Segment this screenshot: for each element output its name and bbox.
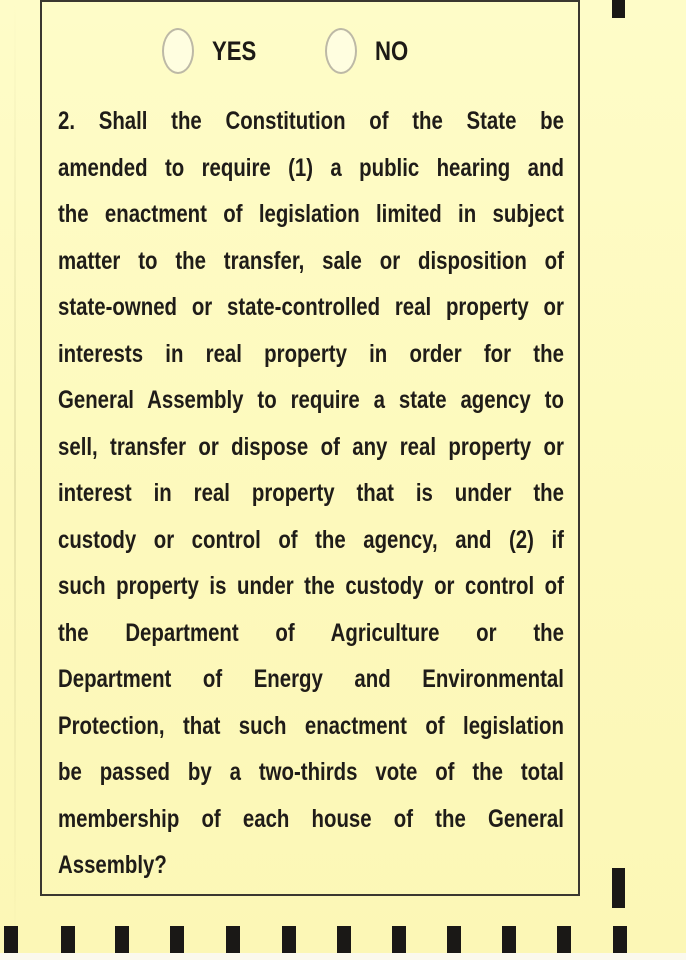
question-line: such property is under the custody or control of: [58, 572, 564, 600]
question-line: membership of each house of the General: [58, 804, 564, 833]
question-line: amended to require (1) a public hearing and: [58, 153, 564, 182]
question-line: Department of Energy and Environmental: [58, 665, 564, 693]
yes-oval-bubble[interactable]: [162, 28, 194, 74]
question-line: 2. Shall the Constitution of the State be: [58, 107, 564, 135]
timing-mark-bottom: [226, 926, 240, 953]
timing-mark-right-top: [612, 0, 625, 18]
question-line: custody or control of the agency, and (2) if: [58, 525, 564, 554]
question-line: be passed by a two-thirds vote of the total: [58, 758, 564, 786]
timing-mark-bottom: [502, 926, 516, 953]
timing-mark-bottom: [170, 926, 184, 953]
timing-mark-right-lower: [612, 868, 625, 908]
no-label: NO: [375, 35, 409, 66]
question-line: state-owned or state-controlled real property or: [58, 293, 564, 321]
no-oval-bubble[interactable]: [325, 28, 357, 74]
question-line: matter to the transfer, sale or disposition of: [58, 246, 564, 275]
timing-mark-bottom: [447, 926, 461, 953]
choice-no[interactable]: [325, 26, 416, 76]
question-line: interests in real property in order for the: [58, 339, 564, 368]
timing-mark-bottom: [337, 926, 351, 953]
yes-label: YES: [212, 35, 257, 66]
timing-mark-bottom: [392, 926, 406, 953]
paper-bottom-edge: [0, 953, 686, 960]
timing-mark-bottom: [282, 926, 296, 953]
question-line: sell, transfer or dispose of any real property or: [58, 432, 564, 461]
question-line: the Department of Agriculture or the: [58, 618, 564, 647]
question-line: General Assembly to require a state agency to: [58, 386, 564, 414]
ballot-question-text: [58, 98, 564, 889]
timing-mark-bottom: [613, 926, 627, 953]
question-line: interest in real property that is under the: [58, 479, 564, 507]
choice-yes[interactable]: [162, 26, 266, 76]
vote-choices: [162, 26, 462, 76]
timing-mark-bottom: [557, 926, 571, 953]
question-line: Protection, that such enactment of legislation: [58, 711, 564, 740]
timing-mark-bottom: [115, 926, 129, 953]
paper-fold-crease: [14, 0, 16, 960]
timing-mark-bottom: [61, 926, 75, 953]
question-line: the enactment of legislation limited in subject: [58, 200, 564, 228]
timing-mark-bottom: [4, 926, 18, 953]
question-line: Assembly?: [58, 851, 167, 879]
